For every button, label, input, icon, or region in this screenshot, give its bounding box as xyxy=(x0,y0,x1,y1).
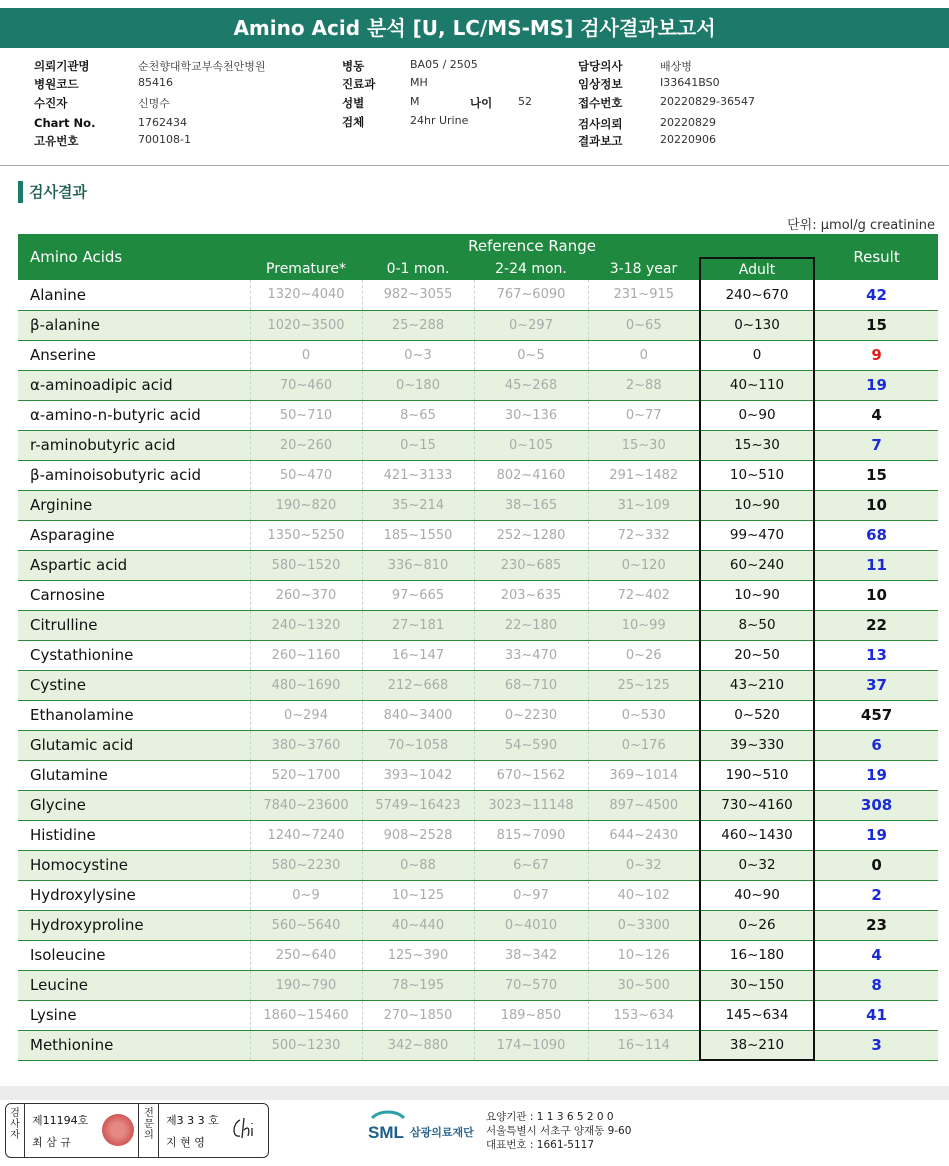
ref-m2-24: 189~850 xyxy=(474,1000,588,1030)
amino-acid-name: α-aminoadipic acid xyxy=(18,370,250,400)
table-row xyxy=(18,640,938,670)
header-result: Result xyxy=(814,234,938,280)
result-value: 13 xyxy=(814,640,938,670)
info-value: 20220906 xyxy=(660,133,716,146)
ref-adult: 0~32 xyxy=(700,850,814,880)
amino-acid-name: Glutamic acid xyxy=(18,730,250,760)
result-value: 42 xyxy=(814,280,938,310)
result-value: 19 xyxy=(814,760,938,790)
info-value: BA05 / 2505 xyxy=(410,58,478,71)
ref-premature: 380~3760 xyxy=(250,730,362,760)
amino-acid-name: Citrulline xyxy=(18,610,250,640)
ref-y3-18: 72~402 xyxy=(588,580,700,610)
result-value: 15 xyxy=(814,310,938,340)
ref-m2-24: 0~5 xyxy=(474,340,588,370)
ref-m0-1: 27~181 xyxy=(362,610,474,640)
ref-adult: 60~240 xyxy=(700,550,814,580)
ref-adult: 16~180 xyxy=(700,940,814,970)
ref-premature: 260~1160 xyxy=(250,640,362,670)
results-table xyxy=(18,234,938,1061)
table-row xyxy=(18,430,938,460)
result-value: 15 xyxy=(814,460,938,490)
table-row xyxy=(18,820,938,850)
ref-m0-1: 336~810 xyxy=(362,550,474,580)
table-row xyxy=(18,940,938,970)
signature-box xyxy=(5,1103,269,1158)
result-value: 6 xyxy=(814,730,938,760)
ref-m2-24: 230~685 xyxy=(474,550,588,580)
ref-y3-18: 16~114 xyxy=(588,1030,700,1060)
result-value: 10 xyxy=(814,490,938,520)
ref-adult: 40~90 xyxy=(700,880,814,910)
ref-adult: 0~90 xyxy=(700,400,814,430)
amino-acid-name: Homocystine xyxy=(18,850,250,880)
ref-m0-1: 908~2528 xyxy=(362,820,474,850)
ref-premature: 1350~5250 xyxy=(250,520,362,550)
ref-adult: 10~510 xyxy=(700,460,814,490)
ref-m2-24: 45~268 xyxy=(474,370,588,400)
info-label: 성별 xyxy=(342,96,365,110)
ref-adult: 40~110 xyxy=(700,370,814,400)
ref-adult: 30~150 xyxy=(700,970,814,1000)
ref-y3-18: 0~3300 xyxy=(588,910,700,940)
seal-stamp xyxy=(102,1114,134,1146)
info-value: 신명수 xyxy=(138,97,170,110)
result-value: 4 xyxy=(814,400,938,430)
result-value: 457 xyxy=(814,700,938,730)
result-value: 11 xyxy=(814,550,938,580)
table-row xyxy=(18,1000,938,1030)
result-value: 19 xyxy=(814,820,938,850)
header-reference-range: Reference Range xyxy=(250,234,814,258)
ref-m2-24: 68~710 xyxy=(474,670,588,700)
amino-acid-name: Hydroxylysine xyxy=(18,880,250,910)
amino-acid-name: r-aminobutyric acid xyxy=(18,430,250,460)
table-row xyxy=(18,880,938,910)
ref-premature: 20~260 xyxy=(250,430,362,460)
result-value: 8 xyxy=(814,970,938,1000)
ref-y3-18: 0~26 xyxy=(588,640,700,670)
ref-m2-24: 54~590 xyxy=(474,730,588,760)
amino-acid-name: Hydroxyproline xyxy=(18,910,250,940)
amino-acid-name: Alanine xyxy=(18,280,250,310)
ref-premature: 50~470 xyxy=(250,460,362,490)
ref-y3-18: 10~99 xyxy=(588,610,700,640)
ref-y3-18: 231~915 xyxy=(588,280,700,310)
ref-m0-1: 97~665 xyxy=(362,580,474,610)
footer-address xyxy=(486,1110,631,1152)
ref-m2-24: 252~1280 xyxy=(474,520,588,550)
ref-adult: 38~210 xyxy=(700,1030,814,1060)
ref-adult: 43~210 xyxy=(700,670,814,700)
ref-y3-18: 30~500 xyxy=(588,970,700,1000)
info-value: I33641BS0 xyxy=(660,76,720,89)
ref-m0-1: 982~3055 xyxy=(362,280,474,310)
ref-m0-1: 40~440 xyxy=(362,910,474,940)
ref-premature: 1860~15460 xyxy=(250,1000,362,1030)
amino-acid-name: α-amino-n-butyric acid xyxy=(18,400,250,430)
sig-label-examiner: 검 사 자 xyxy=(10,1108,20,1141)
info-value: 700108-1 xyxy=(138,133,191,146)
age-label: 나이 xyxy=(470,96,493,110)
info-label: 고유번호 xyxy=(34,134,79,148)
ref-m2-24: 33~470 xyxy=(474,640,588,670)
ref-m2-24: 0~4010 xyxy=(474,910,588,940)
amino-acid-name: Methionine xyxy=(18,1030,250,1060)
ref-y3-18: 0~176 xyxy=(588,730,700,760)
result-value: 4 xyxy=(814,940,938,970)
ref-adult: 39~330 xyxy=(700,730,814,760)
table-row xyxy=(18,970,938,1000)
unit-label: 단위: μmol/g creatinine xyxy=(787,218,935,233)
amino-acid-name: Glycine xyxy=(18,790,250,820)
table-row xyxy=(18,670,938,700)
result-value: 7 xyxy=(814,430,938,460)
report-title: Amino Acid 분석 [U, LC/MS-MS] 검사결과보고서 xyxy=(0,8,949,48)
ref-m0-1: 0~180 xyxy=(362,370,474,400)
result-value: 23 xyxy=(814,910,938,940)
ref-m2-24: 802~4160 xyxy=(474,460,588,490)
table-row xyxy=(18,700,938,730)
amino-acid-name: Ethanolamine xyxy=(18,700,250,730)
ref-adult: 10~90 xyxy=(700,580,814,610)
ref-premature: 190~790 xyxy=(250,970,362,1000)
info-label: 임상정보 xyxy=(578,77,623,91)
ref-m2-24: 0~97 xyxy=(474,880,588,910)
ref-m0-1: 0~15 xyxy=(362,430,474,460)
address-line1: 요양기관 : 1 1 3 6 5 2 0 0 xyxy=(486,1111,614,1123)
table-row xyxy=(18,310,938,340)
table-row xyxy=(18,580,938,610)
table-row xyxy=(18,460,938,490)
amino-acid-name: β-aminoisobutyric acid xyxy=(18,460,250,490)
table-row xyxy=(18,610,938,640)
ref-premature: 560~5640 xyxy=(250,910,362,940)
ref-m2-24: 3023~11148 xyxy=(474,790,588,820)
ref-premature: 0 xyxy=(250,340,362,370)
result-value: 9 xyxy=(814,340,938,370)
ref-adult: 99~470 xyxy=(700,520,814,550)
ref-y3-18: 369~1014 xyxy=(588,760,700,790)
ref-premature: 7840~23600 xyxy=(250,790,362,820)
ref-m0-1: 840~3400 xyxy=(362,700,474,730)
ref-adult: 0 xyxy=(700,340,814,370)
table-row xyxy=(18,790,938,820)
table-row xyxy=(18,550,938,580)
sml-logo-icon xyxy=(366,1108,410,1148)
ref-adult: 730~4160 xyxy=(700,790,814,820)
ref-y3-18: 644~2430 xyxy=(588,820,700,850)
ref-m2-24: 6~67 xyxy=(474,850,588,880)
ref-m0-1: 0~3 xyxy=(362,340,474,370)
result-value: 2 xyxy=(814,880,938,910)
ref-y3-18: 0~77 xyxy=(588,400,700,430)
info-label: 검사의뢰 xyxy=(578,117,623,131)
ref-m2-24: 0~297 xyxy=(474,310,588,340)
table-row xyxy=(18,490,938,520)
ref-m2-24: 0~2230 xyxy=(474,700,588,730)
ref-adult: 0~130 xyxy=(700,310,814,340)
table-row xyxy=(18,370,938,400)
ref-m2-24: 203~635 xyxy=(474,580,588,610)
ref-m0-1: 0~88 xyxy=(362,850,474,880)
info-value: 20220829-36547 xyxy=(660,95,755,108)
info-label: 담당의사 xyxy=(578,59,623,73)
ref-m0-1: 70~1058 xyxy=(362,730,474,760)
amino-acid-name: Asparagine xyxy=(18,520,250,550)
section-title: 검사결과 xyxy=(18,181,87,203)
amino-acid-name: Isoleucine xyxy=(18,940,250,970)
ref-adult: 8~50 xyxy=(700,610,814,640)
ref-m0-1: 342~880 xyxy=(362,1030,474,1060)
ref-m0-1: 16~147 xyxy=(362,640,474,670)
ref-premature: 240~1320 xyxy=(250,610,362,640)
header-amino-acids: Amino Acids xyxy=(18,234,250,280)
table-row xyxy=(18,730,938,760)
info-value: 순천향대학교부속천안병원 xyxy=(138,60,266,73)
info-label: 수진자 xyxy=(34,96,68,110)
examiner-license: 제11194호 xyxy=(32,1114,89,1127)
table-row xyxy=(18,850,938,880)
specialist-license: 제3 3 3 호 xyxy=(166,1114,219,1127)
ref-premature: 70~460 xyxy=(250,370,362,400)
ref-y3-18: 897~4500 xyxy=(588,790,700,820)
result-value: 3 xyxy=(814,1030,938,1060)
ref-premature: 1020~3500 xyxy=(250,310,362,340)
result-value: 41 xyxy=(814,1000,938,1030)
ref-adult: 240~670 xyxy=(700,280,814,310)
amino-acid-name: Aspartic acid xyxy=(18,550,250,580)
header-3-18-year: 3-18 year xyxy=(588,258,700,280)
ref-y3-18: 2~88 xyxy=(588,370,700,400)
ref-premature: 0~9 xyxy=(250,880,362,910)
ref-y3-18: 0~120 xyxy=(588,550,700,580)
ref-m0-1: 10~125 xyxy=(362,880,474,910)
ref-adult: 145~634 xyxy=(700,1000,814,1030)
table-row xyxy=(18,1030,938,1060)
ref-m2-24: 22~180 xyxy=(474,610,588,640)
ref-m0-1: 185~1550 xyxy=(362,520,474,550)
ref-adult: 0~520 xyxy=(700,700,814,730)
ref-premature: 260~370 xyxy=(250,580,362,610)
ref-y3-18: 0 xyxy=(588,340,700,370)
amino-acid-name: Carnosine xyxy=(18,580,250,610)
ref-premature: 0~294 xyxy=(250,700,362,730)
amino-acid-name: Anserine xyxy=(18,340,250,370)
specialist-name: 지 현 영 xyxy=(166,1136,205,1149)
ref-y3-18: 0~65 xyxy=(588,310,700,340)
ref-adult: 190~510 xyxy=(700,760,814,790)
ref-y3-18: 25~125 xyxy=(588,670,700,700)
ref-adult: 15~30 xyxy=(700,430,814,460)
ref-m2-24: 0~105 xyxy=(474,430,588,460)
ref-y3-18: 72~332 xyxy=(588,520,700,550)
info-value: 24hr Urine xyxy=(410,114,469,127)
logo-mark: SML xyxy=(368,1123,404,1142)
address-line3: 대표번호 : 1661-5117 xyxy=(486,1139,595,1151)
amino-acid-name: Leucine xyxy=(18,970,250,1000)
info-label: 의뢰기관명 xyxy=(34,59,90,73)
info-label: 진료과 xyxy=(342,77,376,91)
ref-adult: 20~50 xyxy=(700,640,814,670)
ref-m2-24: 38~342 xyxy=(474,940,588,970)
ref-m2-24: 70~570 xyxy=(474,970,588,1000)
info-value: 배상병 xyxy=(660,60,692,73)
ref-y3-18: 15~30 xyxy=(588,430,700,460)
header-2-24-mon: 2-24 mon. xyxy=(474,258,588,280)
ref-premature: 1240~7240 xyxy=(250,820,362,850)
ref-y3-18: 0~32 xyxy=(588,850,700,880)
result-value: 37 xyxy=(814,670,938,700)
ref-premature: 520~1700 xyxy=(250,760,362,790)
ref-premature: 50~710 xyxy=(250,400,362,430)
table-row xyxy=(18,400,938,430)
table-row xyxy=(18,760,938,790)
info-value: MH xyxy=(410,76,428,89)
ref-m2-24: 38~165 xyxy=(474,490,588,520)
table-row xyxy=(18,520,938,550)
ref-premature: 580~1520 xyxy=(250,550,362,580)
ref-m0-1: 8~65 xyxy=(362,400,474,430)
table-row xyxy=(18,340,938,370)
ref-m0-1: 5749~16423 xyxy=(362,790,474,820)
ref-adult: 460~1430 xyxy=(700,820,814,850)
info-label: Chart No. xyxy=(34,116,96,130)
table-row xyxy=(18,910,938,940)
info-label: 병원코드 xyxy=(34,77,79,91)
amino-acid-name: Glutamine xyxy=(18,760,250,790)
amino-acid-name: Cystathionine xyxy=(18,640,250,670)
ref-m2-24: 815~7090 xyxy=(474,820,588,850)
amino-acid-name: Histidine xyxy=(18,820,250,850)
ref-m0-1: 25~288 xyxy=(362,310,474,340)
info-label: 접수번호 xyxy=(578,96,623,110)
sig-label-specialist: 전 문 의 xyxy=(144,1108,154,1141)
ref-premature: 190~820 xyxy=(250,490,362,520)
ref-y3-18: 31~109 xyxy=(588,490,700,520)
ref-adult: 0~26 xyxy=(700,910,814,940)
ref-m0-1: 78~195 xyxy=(362,970,474,1000)
footer-band xyxy=(0,1086,949,1100)
info-value: 1762434 xyxy=(138,116,187,129)
age-value: 52 xyxy=(518,95,532,108)
amino-acid-name: β-alanine xyxy=(18,310,250,340)
ref-m0-1: 35~214 xyxy=(362,490,474,520)
info-value: 85416 xyxy=(138,76,173,89)
ref-y3-18: 291~1482 xyxy=(588,460,700,490)
ref-m2-24: 670~1562 xyxy=(474,760,588,790)
amino-acid-name: Lysine xyxy=(18,1000,250,1030)
amino-acid-name: Arginine xyxy=(18,490,250,520)
ref-m0-1: 270~1850 xyxy=(362,1000,474,1030)
ref-premature: 480~1690 xyxy=(250,670,362,700)
ref-premature: 1320~4040 xyxy=(250,280,362,310)
ref-m0-1: 125~390 xyxy=(362,940,474,970)
info-label: 결과보고 xyxy=(578,134,623,148)
result-value: 10 xyxy=(814,580,938,610)
info-label: 병동 xyxy=(342,59,365,73)
result-value: 308 xyxy=(814,790,938,820)
table-row xyxy=(18,280,938,310)
header-premature: Premature* xyxy=(250,258,362,280)
info-value: M xyxy=(410,95,420,108)
ref-adult: 10~90 xyxy=(700,490,814,520)
ref-y3-18: 10~126 xyxy=(588,940,700,970)
logo-name: 삼광의료재단 xyxy=(410,1126,474,1139)
result-value: 22 xyxy=(814,610,938,640)
header-adult: Adult xyxy=(700,258,814,280)
signature-icon xyxy=(230,1114,264,1144)
ref-m2-24: 767~6090 xyxy=(474,280,588,310)
ref-premature: 500~1230 xyxy=(250,1030,362,1060)
info-label: 검체 xyxy=(342,115,365,129)
result-value: 68 xyxy=(814,520,938,550)
amino-acid-name: Cystine xyxy=(18,670,250,700)
info-value: 20220829 xyxy=(660,116,716,129)
header-0-1-mon: 0-1 mon. xyxy=(362,258,474,280)
ref-y3-18: 40~102 xyxy=(588,880,700,910)
patient-info xyxy=(0,56,949,166)
examiner-name: 최 삼 규 xyxy=(32,1136,71,1149)
ref-m2-24: 30~136 xyxy=(474,400,588,430)
address-line2: 서울특별시 서초구 양재동 9-60 xyxy=(486,1125,632,1137)
ref-m0-1: 421~3133 xyxy=(362,460,474,490)
ref-m0-1: 393~1042 xyxy=(362,760,474,790)
ref-y3-18: 0~530 xyxy=(588,700,700,730)
ref-premature: 580~2230 xyxy=(250,850,362,880)
ref-m0-1: 212~668 xyxy=(362,670,474,700)
result-value: 19 xyxy=(814,370,938,400)
ref-premature: 250~640 xyxy=(250,940,362,970)
result-value: 0 xyxy=(814,850,938,880)
ref-m2-24: 174~1090 xyxy=(474,1030,588,1060)
ref-y3-18: 153~634 xyxy=(588,1000,700,1030)
